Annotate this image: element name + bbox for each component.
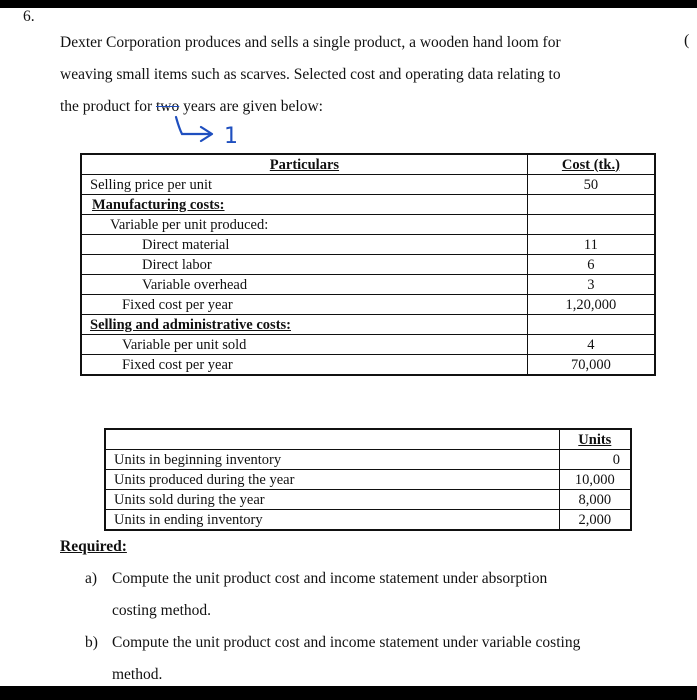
table-row — [81, 295, 655, 315]
row-value: 6 — [527, 255, 655, 275]
header-blank — [105, 429, 559, 450]
row-label: Direct labor — [81, 255, 527, 275]
table-row — [81, 215, 655, 235]
row-value: 10,000 — [559, 470, 631, 490]
row-label: Units sold during the year — [105, 490, 559, 510]
row-label: Units produced during the year — [105, 470, 559, 490]
handwritten-number: 1 — [224, 124, 238, 149]
row-value: 50 — [527, 175, 655, 195]
requirement-a — [85, 570, 547, 588]
section-heading-manufacturing: Manufacturing costs: — [81, 195, 527, 215]
table-row — [81, 355, 655, 376]
requirement-a-letter: a) — [85, 570, 98, 587]
document-page — [0, 8, 697, 686]
required-heading: Required: — [60, 538, 127, 555]
row-value: 2,000 — [559, 510, 631, 531]
header-cost: Cost (tk.) — [527, 154, 655, 175]
header-particulars: Particulars — [81, 154, 527, 175]
cost-data-table — [80, 153, 656, 376]
question-text-line-2: weaving small items such as scarves. Selected cost and operating data relating to — [60, 66, 561, 83]
table-row — [81, 235, 655, 255]
row-label: Fixed cost per year — [81, 355, 527, 376]
units-data-table — [104, 428, 632, 531]
row-label: Fixed cost per year — [81, 295, 527, 315]
handwritten-arrow-annotation — [170, 114, 260, 150]
header-units: Units — [559, 429, 631, 450]
row-label: Variable overhead — [81, 275, 527, 295]
row-value — [527, 215, 655, 235]
requirement-b-line-1: Compute the unit product cost and income statement under variable costing — [112, 634, 581, 651]
row-value: 4 — [527, 335, 655, 355]
row-value: 11 — [527, 235, 655, 255]
question-number: 6. — [23, 8, 35, 25]
table-header-row — [105, 429, 631, 450]
table-row — [105, 490, 631, 510]
row-label: Variable per unit produced: — [81, 215, 527, 235]
requirement-a-line-2: costing method. — [112, 602, 212, 619]
line3-post: years are given below: — [179, 98, 323, 115]
row-label: Units in beginning inventory — [105, 450, 559, 470]
question-text-line-1: Dexter Corporation produces and sells a single product, a wooden hand loom for — [60, 34, 561, 51]
row-label: Selling price per unit — [81, 175, 527, 195]
struck-word: two — [155, 98, 180, 115]
edge-mark: ( — [684, 32, 690, 49]
table-row — [81, 255, 655, 275]
table-row — [81, 335, 655, 355]
table-row — [105, 470, 631, 490]
table-row — [81, 315, 655, 335]
requirement-a-line-1: Compute the unit product cost and income statement under absorption — [112, 570, 548, 587]
line3-pre: the product for — [60, 98, 156, 115]
requirement-b-letter: b) — [85, 634, 98, 651]
row-value: 3 — [527, 275, 655, 295]
row-label: Variable per unit sold — [81, 335, 527, 355]
row-value: 1,20,000 — [527, 295, 655, 315]
table-row — [81, 275, 655, 295]
requirement-b-line-2: method. — [112, 666, 163, 683]
row-value: 8,000 — [559, 490, 631, 510]
requirement-b — [85, 634, 580, 652]
row-value: 70,000 — [527, 355, 655, 376]
section-heading-selling-admin: Selling and administrative costs: — [81, 315, 527, 335]
table-row — [81, 175, 655, 195]
row-value — [527, 195, 655, 215]
table-row — [81, 195, 655, 215]
table-row — [105, 450, 631, 470]
table-header-row — [81, 154, 655, 175]
row-label: Units in ending inventory — [105, 510, 559, 531]
row-value: 0 — [559, 450, 631, 470]
row-label: Direct material — [81, 235, 527, 255]
row-value — [527, 315, 655, 335]
table-row — [105, 510, 631, 531]
